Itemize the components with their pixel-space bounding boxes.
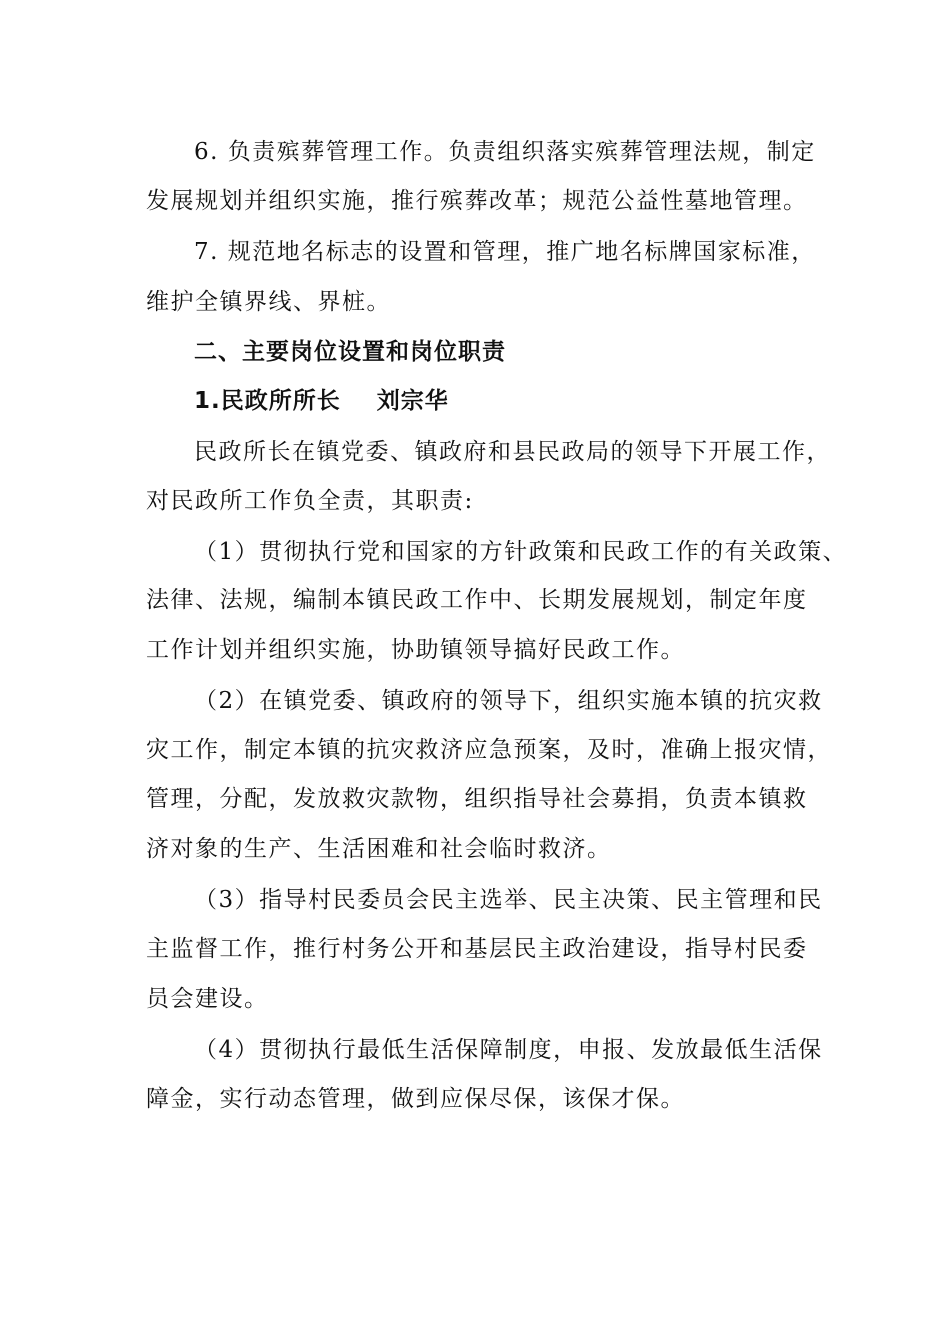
duty3-line1: （3）指导村民委员会民主选举、民主决策、民主管理和民: [194, 887, 823, 913]
duty3-line2: 主监督工作，推行村务公开和基层民主政治建设，指导村民委: [146, 936, 808, 962]
duty2-line4: 济对象的生产、生活困难和社会临时救济。: [146, 836, 612, 862]
item6-line2: 发展规划并组织实施，推行殡葬改革；规范公益性墓地管理。: [146, 188, 808, 214]
duty1-line2: 法律、法规，编制本镇民政工作中、长期发展规划，制定年度: [146, 587, 808, 613]
post1-title: 1.民政所所长: [194, 388, 341, 414]
item7-line2: 维护全镇界线、界桩。: [146, 289, 391, 315]
section2-heading: 二、主要岗位设置和岗位职责: [194, 339, 506, 365]
item6-line1: 6. 负责殡葬管理工作。负责组织落实殡葬管理法规，制定: [194, 139, 816, 165]
duty2-line1: （2）在镇党委、镇政府的领导下，组织实施本镇的抗灾救: [194, 688, 823, 714]
post1-heading: [194, 386, 449, 416]
duty1-line1: （1）贯彻执行党和国家的方针政策和民政工作的有关政策、: [194, 539, 848, 565]
intro-line2: 对民政所工作负全责，其职责:: [146, 488, 474, 514]
duty4-line2: 障金，实行动态管理，做到应保尽保，该保才保。: [146, 1086, 685, 1112]
duty4-line1: （4）贯彻执行最低生活保障制度，申报、发放最低生活保: [194, 1037, 823, 1063]
duty3-line3: 员会建设。: [146, 986, 269, 1012]
intro-line1: 民政所长在镇党委、镇政府和县民政局的领导下开展工作，: [194, 439, 831, 465]
post1-name: 刘宗华: [376, 388, 449, 414]
item7-line1: 7. 规范地名标志的设置和管理，推广地名标牌国家标准，: [194, 239, 816, 265]
duty2-line3: 管理，分配，发放救灾款物，组织指导社会募捐，负责本镇救: [146, 786, 808, 812]
duty1-line3: 工作计划并组织实施，协助镇领导搞好民政工作。: [146, 637, 685, 663]
duty2-line2: 灾工作，制定本镇的抗灾救济应急预案，及时，准确上报灾情，: [146, 737, 832, 763]
